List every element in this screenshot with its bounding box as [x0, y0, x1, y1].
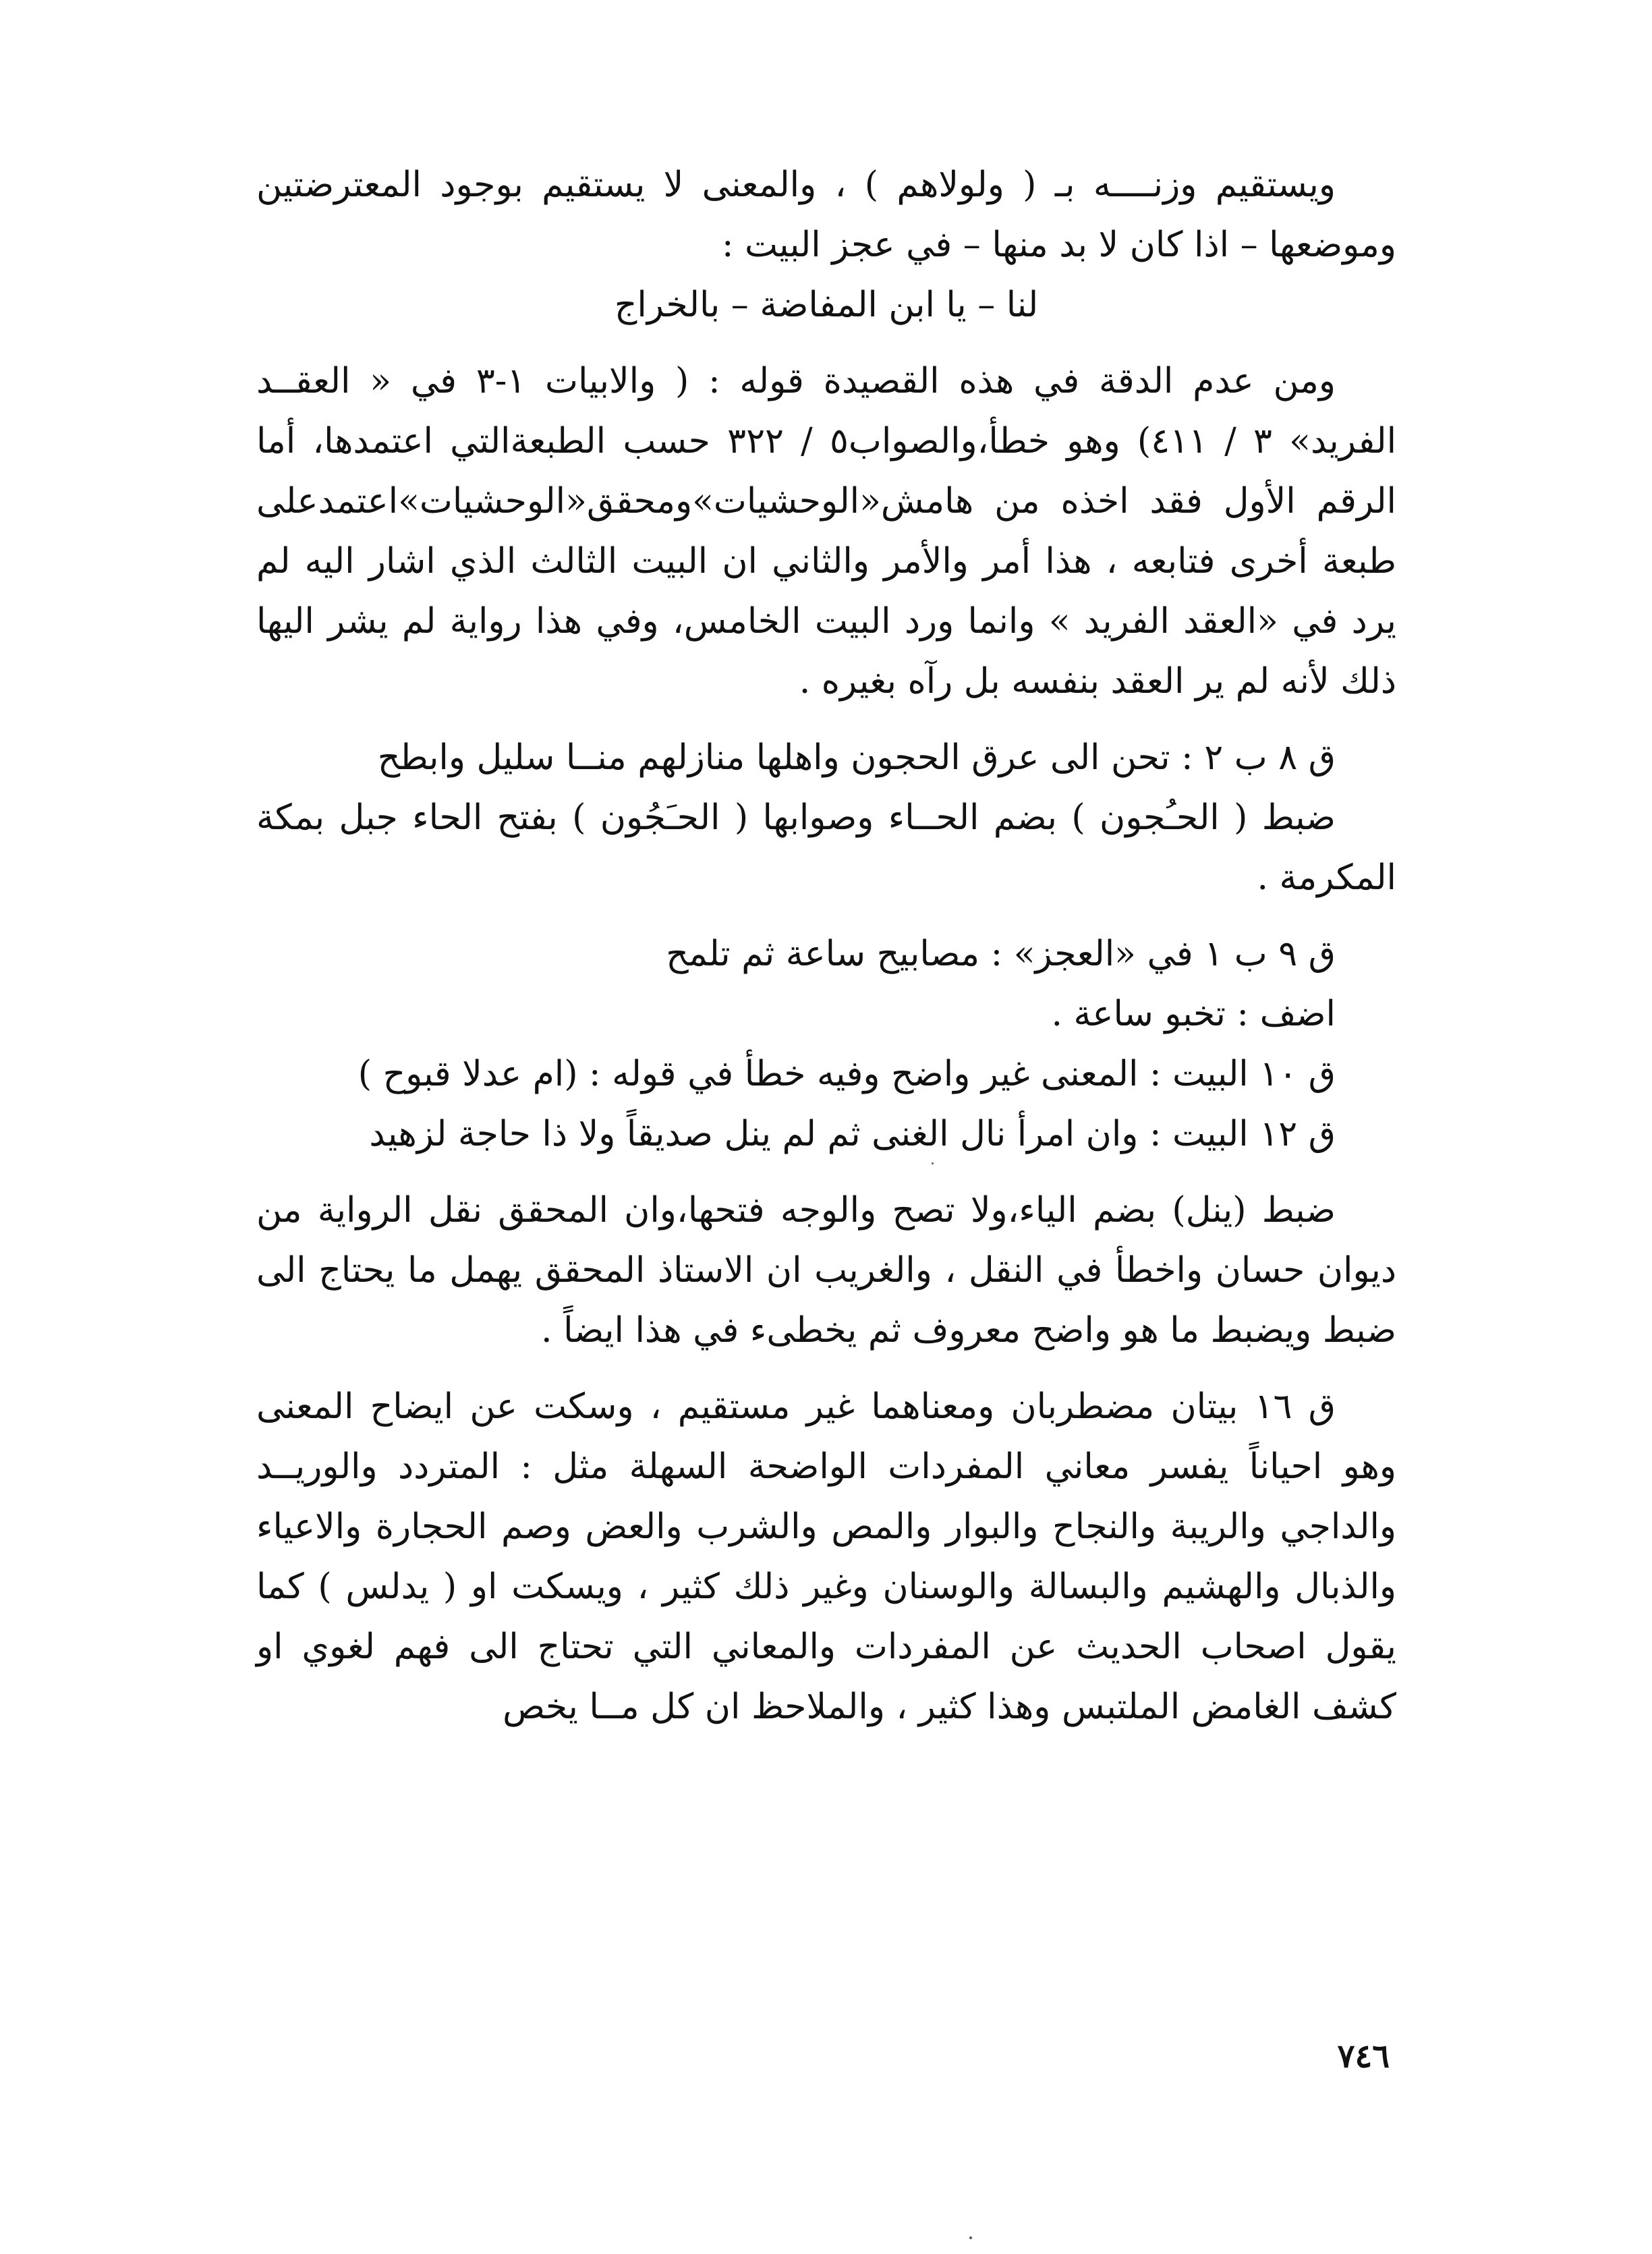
entry-q12-note: ضبط (ينل) بضم الياء،ولا تصح والوجه فتحها،وان المحقق نقل الرواية من ديوان حسان واخطأ في النقل ، والغريب ان الاستاذ المحقق يهمل ما يحتاج الى ضبط ويضبط ما هو واضح معروف ثم يخطىء في هذا ايضاً .: [256, 1190, 1396, 1351]
entry-q8-note: ضبط ( الحـُجون ) بضم الحــاء وصوابها ( الحـَجُون ) بفتح الحاء جبل بمكة المكرمة .: [256, 797, 1396, 898]
paragraph-meter-note: ويستقيم وزنــــه بـ ( ولولاهم ) ، والمعنى لا يستقيم بوجود المعترضتين وموضعها – اذا كان لا بد منها – في عجز البيت :: [256, 165, 1396, 265]
entry-q8-verse: ق ٨ ب ٢ : تحن الى عرق الحجون واهلها منازلهم منــا سليل وابطح: [377, 737, 1336, 778]
entry-q9-add: اضف : تخبو ساعة .: [1051, 994, 1336, 1034]
entry-q9-line: ق ٩ ب ١ في «العجز» : مصابيح ساعة ثم تلمح: [666, 934, 1336, 974]
page-number: ٧٤٦: [1337, 2037, 1390, 2075]
entry-q10: ق ١٠ البيت : المعنى غير واضح وفيه خطأ في قوله : (ام عدلا قبوح ): [358, 1054, 1336, 1094]
entry-q16: ق ١٦ بيتان مضطربان ومعناهما غير مستقيم ، وسكت عن ايضاح المعنى وهو احياناً يفسر معاني المفردات الواضحة السهلة مثل : المتردد والوريــد والداجي والريبة والنجاح والبوار والمص والشرب والعض وصم الحجارة والاعياء والذبال والهشيم والبسالة والوسنان وغير ذلك كثير ، ويسكت او ( يدلس ) كما يقول اصحاب الحديث عن المفردات والمعاني التي تحتاج الى فهم لغوي او كشف الغامض الملتبس وهذا كثير ، والملاحظ ان كل مــا يخص: [256, 1386, 1396, 1727]
scan-speck: [969, 2236, 972, 2239]
verse-hemistich: لنا – يا ابن المفاضة – بالخراج: [614, 285, 1039, 325]
body-text: [256, 155, 1396, 1737]
entry-q12-verse: ق ١٢ البيت : وان امرأ نال الغنى ثم لم ينل صديقاً ولا ذا حاجة لزهيد: [369, 1114, 1336, 1154]
paragraph-inaccuracy: ومن عدم الدقة في هذه القصيدة قوله : ( والابيات ١-٣ في « العقــد الفريد» ٣ / ٤١١) وهو خطأ،والصواب٥ / ٣٢٢ حسب الطبعةالتي اعتمدها، أما الرقم الأول فقد اخذه من هامش«الوحشيات»ومحقق«الوحشيات»اعتمدعلى طبعة أخرى فتابعه ، هذا أمر والأمر والثاني ان البيت الثالث الذي اشار اليه لم يرد في «العقد الفريد » وانما ورد البيت الخامس، وفي هذا رواية لم يشر اليها ذلك لأنه لم ير العقد بنفسه بل رآه بغيره .: [256, 361, 1397, 702]
scan-speck: [932, 1162, 934, 1164]
